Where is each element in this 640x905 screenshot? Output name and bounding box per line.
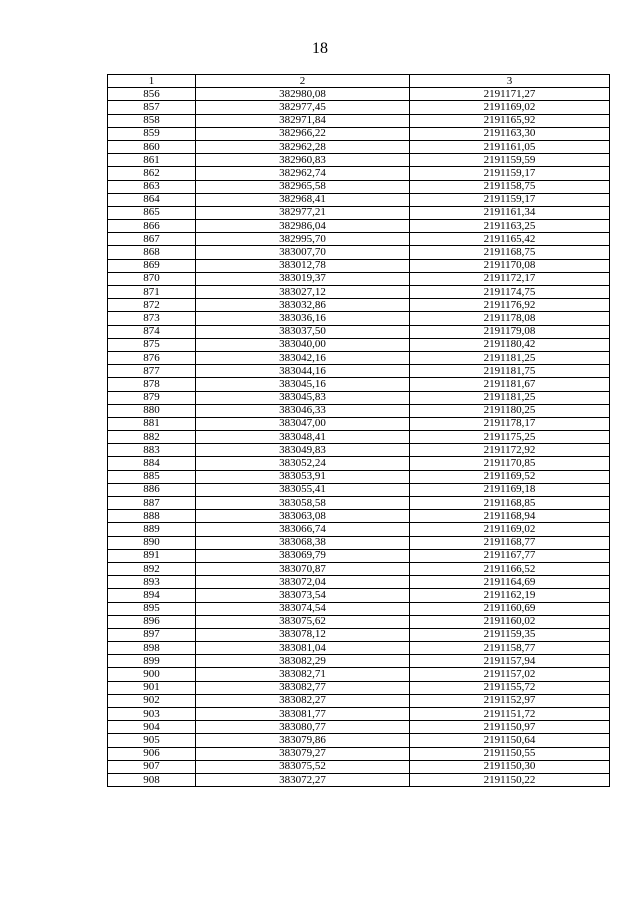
table-row: [108, 206, 610, 219]
y-coordinate-cell: 2191151,72: [410, 708, 610, 721]
x-coordinate-cell: 383066,74: [196, 523, 410, 536]
x-coordinate-cell: 383007,70: [196, 246, 410, 259]
y-coordinate-cell: 2191150,22: [410, 773, 610, 786]
x-coordinate-cell: 383082,29: [196, 655, 410, 668]
x-coordinate-cell: 382966,22: [196, 127, 410, 140]
y-coordinate-cell: 2191168,85: [410, 497, 610, 510]
y-coordinate-cell: 2191160,69: [410, 602, 610, 615]
y-coordinate-cell: 2191174,75: [410, 286, 610, 299]
x-coordinate-cell: 383019,37: [196, 272, 410, 285]
y-coordinate-cell: 2191178,08: [410, 312, 610, 325]
point-number-cell: 878: [108, 378, 196, 391]
table-row: [108, 312, 610, 325]
point-number-cell: 873: [108, 312, 196, 325]
table-row: [108, 642, 610, 655]
table-row: [108, 365, 610, 378]
point-number-cell: 863: [108, 180, 196, 193]
point-number-cell: 856: [108, 88, 196, 101]
table-row: [108, 101, 610, 114]
table-row: [108, 773, 610, 786]
table-body: [108, 88, 610, 787]
table-row: [108, 154, 610, 167]
y-coordinate-cell: 2191168,75: [410, 246, 610, 259]
y-coordinate-cell: 2191157,02: [410, 668, 610, 681]
x-coordinate-cell: 382977,21: [196, 206, 410, 219]
x-coordinate-cell: 383046,33: [196, 404, 410, 417]
point-number-cell: 903: [108, 708, 196, 721]
y-coordinate-cell: 2191180,25: [410, 404, 610, 417]
table-row: [108, 444, 610, 457]
point-number-cell: 904: [108, 721, 196, 734]
x-coordinate-cell: 382995,70: [196, 233, 410, 246]
point-number-cell: 886: [108, 483, 196, 496]
table-row: [108, 391, 610, 404]
y-coordinate-cell: 2191163,25: [410, 220, 610, 233]
y-coordinate-cell: 2191161,34: [410, 206, 610, 219]
table-row: [108, 734, 610, 747]
y-coordinate-cell: 2191178,17: [410, 417, 610, 430]
point-number-cell: 867: [108, 233, 196, 246]
point-number-cell: 861: [108, 154, 196, 167]
point-number-cell: 894: [108, 589, 196, 602]
table-row: [108, 88, 610, 101]
point-number-cell: 871: [108, 286, 196, 299]
table-row: [108, 338, 610, 351]
x-coordinate-cell: 383045,16: [196, 378, 410, 391]
x-coordinate-cell: 383048,41: [196, 431, 410, 444]
table-row: [108, 708, 610, 721]
table-row: [108, 655, 610, 668]
x-coordinate-cell: 383042,16: [196, 351, 410, 364]
x-coordinate-cell: 383073,54: [196, 589, 410, 602]
x-coordinate-cell: 383044,16: [196, 365, 410, 378]
table-row: [108, 721, 610, 734]
table-row: [108, 562, 610, 575]
point-number-cell: 881: [108, 417, 196, 430]
y-coordinate-cell: 2191176,92: [410, 299, 610, 312]
point-number-cell: 905: [108, 734, 196, 747]
x-coordinate-cell: 383037,50: [196, 325, 410, 338]
y-coordinate-cell: 2191170,85: [410, 457, 610, 470]
point-number-cell: 890: [108, 536, 196, 549]
y-coordinate-cell: 2191181,75: [410, 365, 610, 378]
x-coordinate-cell: 383047,00: [196, 417, 410, 430]
y-coordinate-cell: 2191172,17: [410, 272, 610, 285]
table-row: [108, 628, 610, 641]
y-coordinate-cell: 2191159,17: [410, 193, 610, 206]
table-row: [108, 681, 610, 694]
point-number-cell: 897: [108, 628, 196, 641]
y-coordinate-cell: 2191164,69: [410, 576, 610, 589]
y-coordinate-cell: 2191168,77: [410, 536, 610, 549]
point-number-cell: 866: [108, 220, 196, 233]
y-coordinate-cell: 2191150,30: [410, 760, 610, 773]
point-number-cell: 889: [108, 523, 196, 536]
point-number-cell: 879: [108, 391, 196, 404]
column-header-3: 3: [410, 75, 610, 88]
x-coordinate-cell: 382977,45: [196, 101, 410, 114]
x-coordinate-cell: 383072,04: [196, 576, 410, 589]
table-row: [108, 220, 610, 233]
point-number-cell: 898: [108, 642, 196, 655]
point-number-cell: 874: [108, 325, 196, 338]
x-coordinate-cell: 383012,78: [196, 259, 410, 272]
y-coordinate-cell: 2191169,18: [410, 483, 610, 496]
x-coordinate-cell: 382965,58: [196, 180, 410, 193]
point-number-cell: 884: [108, 457, 196, 470]
page-number: 18: [312, 40, 328, 57]
header-row: [108, 75, 610, 88]
x-coordinate-cell: 383027,12: [196, 286, 410, 299]
x-coordinate-cell: 382962,28: [196, 140, 410, 153]
y-coordinate-cell: 2191170,08: [410, 259, 610, 272]
y-coordinate-cell: 2191157,94: [410, 655, 610, 668]
point-number-cell: 907: [108, 760, 196, 773]
y-coordinate-cell: 2191181,25: [410, 351, 610, 364]
table-row: [108, 259, 610, 272]
table-row: [108, 193, 610, 206]
x-coordinate-cell: 382971,84: [196, 114, 410, 127]
x-coordinate-cell: 382962,74: [196, 167, 410, 180]
table-row: [108, 140, 610, 153]
table-row: [108, 510, 610, 523]
table-row: [108, 589, 610, 602]
x-coordinate-cell: 383082,71: [196, 668, 410, 681]
point-number-cell: 892: [108, 562, 196, 575]
y-coordinate-cell: 2191159,17: [410, 167, 610, 180]
table-row: [108, 536, 610, 549]
y-coordinate-cell: 2191165,42: [410, 233, 610, 246]
x-coordinate-cell: 382968,41: [196, 193, 410, 206]
point-number-cell: 887: [108, 497, 196, 510]
y-coordinate-cell: 2191172,92: [410, 444, 610, 457]
y-coordinate-cell: 2191150,97: [410, 721, 610, 734]
table-row: [108, 127, 610, 140]
y-coordinate-cell: 2191169,52: [410, 470, 610, 483]
table-row: [108, 483, 610, 496]
table-header: [108, 75, 610, 88]
x-coordinate-cell: 382980,08: [196, 88, 410, 101]
point-number-cell: 901: [108, 681, 196, 694]
table-row: [108, 760, 610, 773]
point-number-cell: 862: [108, 167, 196, 180]
table-row: [108, 180, 610, 193]
table-row: [108, 114, 610, 127]
y-coordinate-cell: 2191179,08: [410, 325, 610, 338]
table-row: [108, 246, 610, 259]
point-number-cell: 895: [108, 602, 196, 615]
point-number-cell: 896: [108, 615, 196, 628]
point-number-cell: 872: [108, 299, 196, 312]
y-coordinate-cell: 2191155,72: [410, 681, 610, 694]
table-row: [108, 286, 610, 299]
x-coordinate-cell: 383032,86: [196, 299, 410, 312]
point-number-cell: 893: [108, 576, 196, 589]
point-number-cell: 876: [108, 351, 196, 364]
point-number-cell: 875: [108, 338, 196, 351]
table-row: [108, 523, 610, 536]
point-number-cell: 902: [108, 694, 196, 707]
coordinates-table: [107, 74, 610, 787]
table-row: [108, 576, 610, 589]
x-coordinate-cell: 383079,86: [196, 734, 410, 747]
table-row: [108, 325, 610, 338]
table-row: [108, 668, 610, 681]
point-number-cell: 900: [108, 668, 196, 681]
table-row: [108, 497, 610, 510]
point-number-cell: 877: [108, 365, 196, 378]
x-coordinate-cell: 383045,83: [196, 391, 410, 404]
y-coordinate-cell: 2191152,97: [410, 694, 610, 707]
x-coordinate-cell: 382986,04: [196, 220, 410, 233]
y-coordinate-cell: 2191175,25: [410, 431, 610, 444]
point-number-cell: 864: [108, 193, 196, 206]
y-coordinate-cell: 2191169,02: [410, 523, 610, 536]
x-coordinate-cell: 383052,24: [196, 457, 410, 470]
x-coordinate-cell: 383058,58: [196, 497, 410, 510]
y-coordinate-cell: 2191150,64: [410, 734, 610, 747]
x-coordinate-cell: 383079,27: [196, 747, 410, 760]
point-number-cell: 880: [108, 404, 196, 417]
table-row: [108, 470, 610, 483]
x-coordinate-cell: 383036,16: [196, 312, 410, 325]
point-number-cell: 888: [108, 510, 196, 523]
x-coordinate-cell: 383072,27: [196, 773, 410, 786]
x-coordinate-cell: 383074,54: [196, 602, 410, 615]
column-header-2: 2: [196, 75, 410, 88]
y-coordinate-cell: 2191159,35: [410, 628, 610, 641]
point-number-cell: 860: [108, 140, 196, 153]
y-coordinate-cell: 2191180,42: [410, 338, 610, 351]
table-row: [108, 167, 610, 180]
point-number-cell: 899: [108, 655, 196, 668]
table-row: [108, 602, 610, 615]
x-coordinate-cell: 383055,41: [196, 483, 410, 496]
y-coordinate-cell: 2191162,19: [410, 589, 610, 602]
y-coordinate-cell: 2191159,59: [410, 154, 610, 167]
x-coordinate-cell: 383081,04: [196, 642, 410, 655]
point-number-cell: 868: [108, 246, 196, 259]
x-coordinate-cell: 383080,77: [196, 721, 410, 734]
y-coordinate-cell: 2191166,52: [410, 562, 610, 575]
table-row: [108, 378, 610, 391]
table-row: [108, 431, 610, 444]
table-row: [108, 417, 610, 430]
y-coordinate-cell: 2191158,75: [410, 180, 610, 193]
column-header-1: 1: [108, 75, 196, 88]
table-row: [108, 694, 610, 707]
point-number-cell: 870: [108, 272, 196, 285]
y-coordinate-cell: 2191160,02: [410, 615, 610, 628]
y-coordinate-cell: 2191168,94: [410, 510, 610, 523]
point-number-cell: 865: [108, 206, 196, 219]
x-coordinate-cell: 383040,00: [196, 338, 410, 351]
x-coordinate-cell: 383053,91: [196, 470, 410, 483]
point-number-cell: 891: [108, 549, 196, 562]
point-number-cell: 906: [108, 747, 196, 760]
y-coordinate-cell: 2191158,77: [410, 642, 610, 655]
y-coordinate-cell: 2191165,92: [410, 114, 610, 127]
table-row: [108, 615, 610, 628]
table-row: [108, 351, 610, 364]
point-number-cell: 908: [108, 773, 196, 786]
table-row: [108, 299, 610, 312]
x-coordinate-cell: 383078,12: [196, 628, 410, 641]
point-number-cell: 858: [108, 114, 196, 127]
point-number-cell: 857: [108, 101, 196, 114]
y-coordinate-cell: 2191169,02: [410, 101, 610, 114]
x-coordinate-cell: 383082,27: [196, 694, 410, 707]
x-coordinate-cell: 383082,77: [196, 681, 410, 694]
point-number-cell: 885: [108, 470, 196, 483]
x-coordinate-cell: 383049,83: [196, 444, 410, 457]
table-row: [108, 404, 610, 417]
x-coordinate-cell: 383075,62: [196, 615, 410, 628]
x-coordinate-cell: 383069,79: [196, 549, 410, 562]
y-coordinate-cell: 2191150,55: [410, 747, 610, 760]
y-coordinate-cell: 2191181,67: [410, 378, 610, 391]
y-coordinate-cell: 2191163,30: [410, 127, 610, 140]
table-row: [108, 747, 610, 760]
y-coordinate-cell: 2191167,77: [410, 549, 610, 562]
x-coordinate-cell: 383075,52: [196, 760, 410, 773]
point-number-cell: 869: [108, 259, 196, 272]
x-coordinate-cell: 383081,77: [196, 708, 410, 721]
table-row: [108, 272, 610, 285]
x-coordinate-cell: 382960,83: [196, 154, 410, 167]
x-coordinate-cell: 383070,87: [196, 562, 410, 575]
point-number-cell: 859: [108, 127, 196, 140]
table-row: [108, 549, 610, 562]
x-coordinate-cell: 383068,38: [196, 536, 410, 549]
point-number-cell: 883: [108, 444, 196, 457]
y-coordinate-cell: 2191171,27: [410, 88, 610, 101]
y-coordinate-cell: 2191181,25: [410, 391, 610, 404]
x-coordinate-cell: 383063,08: [196, 510, 410, 523]
point-number-cell: 882: [108, 431, 196, 444]
table-row: [108, 457, 610, 470]
y-coordinate-cell: 2191161,05: [410, 140, 610, 153]
table-row: [108, 233, 610, 246]
